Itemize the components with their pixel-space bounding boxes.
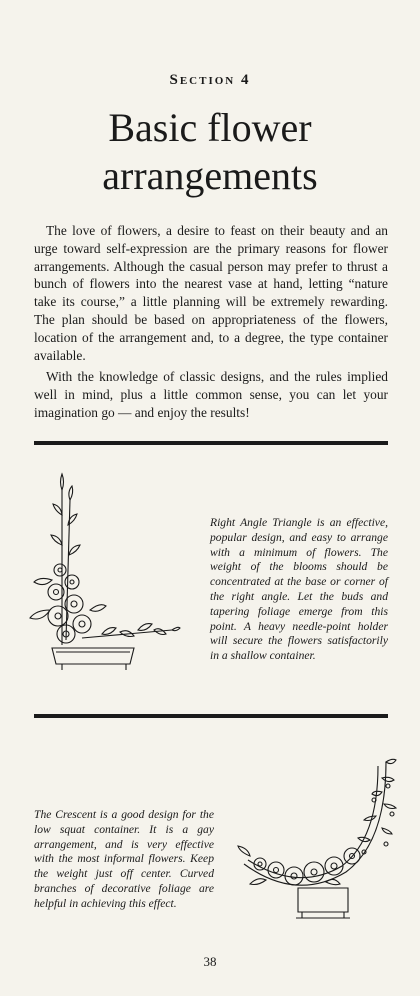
divider-rule-2 bbox=[34, 714, 388, 718]
section-label: Section 4 bbox=[169, 72, 251, 88]
page-number: 38 bbox=[203, 954, 217, 969]
intro-paragraph-1: The love of flowers, a desire to feast on their beauty and an urge toward self-expression are the primary reasons for flower arrangements. Although the casual person may prefer to thrust a bunch of flowers into the nearest vase at hand, letting “nature take its course,” a little planning will be extremely rewarding. The plan should be based on appropriateness of the flowers, location of the arrangement and, to a degree, the type container available. bbox=[34, 223, 388, 363]
right-angle-triangle-arrangement-illustration bbox=[22, 470, 182, 676]
intro-text bbox=[34, 222, 388, 422]
right-angle-triangle-caption: Right Angle Triangle is an effective, popular design, and easy to arrange with a minimum of flowers. The weight of the blooms should be concentrated at the base or corner of the right angle. Let the buds and tapering foliage emerge from this point. A heavy needle-point holder will secure the flowers satisfactorily in a shallow container. bbox=[210, 516, 388, 663]
page-title bbox=[0, 104, 420, 200]
title-line-1: Basic flower bbox=[108, 105, 312, 150]
title-line-2: arrangements bbox=[102, 153, 318, 198]
divider-rule-1 bbox=[34, 441, 388, 445]
crescent-arrangement-illustration bbox=[236, 752, 404, 928]
crescent-caption: The Crescent is a good design for the low squat container. It is a gay arrangement, and is very effective with the most informal flowers. Keep the weight just off center. Curved branches of decorative foliage are helpful in achieving this effect. bbox=[34, 808, 214, 910]
intro-paragraph-2: With the knowledge of classic designs, and the rules implied well in mind, plus a little common sense, you can let your imagination go — and enjoy the results! bbox=[34, 369, 388, 420]
